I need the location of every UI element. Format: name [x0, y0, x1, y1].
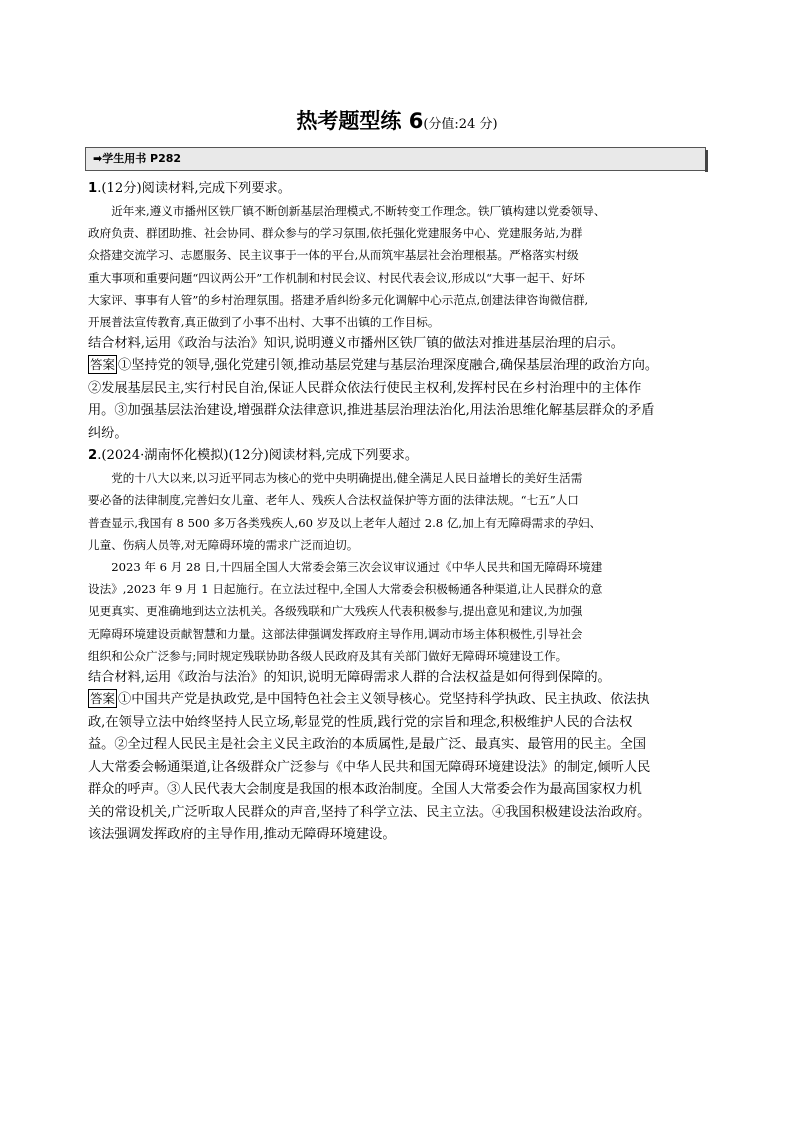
- questions: [88, 178, 708, 847]
- answer-line: 答案 ①坚持党的领导,强化党建引领,推动基层党建与基层治理深度融合,确保基层治理的政治方向。: [90, 357, 659, 374]
- page-title: [0, 106, 794, 140]
- material-line: 众搭建交流学习、志愿服务、民主议事于一体的平台,从而筑牢基层社会治理根基。严格落实村级: [88, 248, 579, 263]
- question-1-material: [88, 200, 708, 333]
- answer-line: 答案 ①中国共产党是执政党,是中国特色社会主义领导核心。党坚持科学执政、民主执政、依法执: [90, 691, 650, 708]
- answer-line: 纠纷。: [88, 425, 128, 441]
- material-line: 党的十八大以来,以习近平同志为核心的党中央明确提出,健全满足人民日益增长的美好生活需: [111, 471, 583, 486]
- material-line: 重大事项和重要问题“四议两公开”工作机制和村民会议、村民代表会议,形成以“大事一起干、好坏: [88, 270, 585, 285]
- material-line: 近年来,遵义市播州区铁厂镇不断创新基层治理模式,不断转变工作理念。铁厂镇构建以党委领导、: [111, 204, 606, 218]
- question-2-number: 2: [88, 448, 98, 464]
- question-1-heading: 1.(12分)阅读材料,完成下列要求。: [88, 181, 291, 196]
- material-line: 组织和公众广泛参与;同时规定残联协助各级人民政府及其有关部门做好无障碍环境建设工作。: [88, 648, 568, 663]
- material-line: 2023 年 6 月 28 日,十四届全国人大常委会第三次会议审议通过《中华人民共和国无障碍环境建: [111, 560, 603, 575]
- question-1-number: 1: [88, 181, 98, 196]
- question-2-heading: 2.(2024·湖南怀化模拟)(12分)阅读材料,完成下列要求。: [88, 448, 419, 464]
- answer-line: 关的常设机关,广泛听取人民群众的声音,坚持了科学立法、民主立法。④我国积极建设法治政府。: [88, 804, 651, 820]
- answer-line: 群众的呼声。③人民代表大会制度是我国的根本政治制度。全国人大常委会作为最高国家权力机: [88, 782, 642, 798]
- arrow-icon: ➡: [93, 152, 103, 165]
- material-line: 见更真实、更准确地到达立法机关。各级残联和广大残疾人代表积极参与,提出意见和建议,为加强: [88, 604, 583, 619]
- material-line: 要必备的法律制度,完善妇女儿童、老年人、残疾人合法权益保护等方面的法律法规。“七五”人口: [88, 493, 579, 508]
- material-line: 普查显示,我国有 8 500 多万各类残疾人,60 岁及以上老年人超过 2.8 亿,加上有无障碍需求的孕妇、: [88, 515, 602, 530]
- material-line: 大家评、事事有人管”的乡村治理氛围。搭建矛盾纠纷多元化调解中心示范点,创建法律咨询微信群,: [88, 292, 589, 307]
- material-line: 政府负责、群团助推、社会协同、群众参与的学习氛围,依托强化党建服务中心、党建服务站,为群: [88, 226, 583, 241]
- answer-line: 用。③加强基层法治建设,增强群众法律意识,推进基层治理法治化,用法治思维化解基层群众的矛盾: [88, 403, 655, 419]
- answer-line: 益。②全过程人民民主是社会主义民主政治的本质属性,是最广泛、最真实、最管用的民主。全国: [88, 737, 647, 753]
- question-2-material: [88, 467, 708, 667]
- answer-line: 人大常委会畅通渠道,让各级群众广泛参与《中华人民共和国无障碍环境建设法》的制定,倾听人民: [88, 759, 651, 775]
- material-line: 开展普法宣传教育,真正做到了小事不出村、大事不出镇的工作目标。: [88, 315, 440, 330]
- banner-text: 学生用书 P282: [102, 152, 182, 165]
- answer-line: 政,在领导立法中始终坚持人民立场,彰显党的性质,践行党的宗旨和理念,积极维护人民的合法权: [88, 714, 633, 730]
- answer-tag: 答案: [90, 691, 116, 707]
- title-score: (分值:24 分): [423, 117, 498, 132]
- student-book-banner: [85, 147, 706, 171]
- question-1-answer: [88, 355, 708, 445]
- title-main: 热考题型练 6: [296, 109, 424, 133]
- question-2-prompt: 结合材料,运用《政治与法治》的知识,说明无障碍需求人群的合法权益是如何得到保障的。: [88, 670, 611, 686]
- material-line: 无障碍环境建设贡献智慧和力量。这部法律强调发挥政府主导作用,调动市场主体积极性,引导社会: [88, 626, 583, 641]
- material-line: 儿童、伤病人员等,对无障碍环境的需求广泛而迫切。: [88, 537, 359, 552]
- material-line: 设法》,2023 年 9 月 1 日起施行。在立法过程中,全国人大常委会积极畅通各种渠道,让人民群众的意: [88, 582, 603, 597]
- answer-line: 该法强调发挥政府的主导作用,推动无障碍环境建设。: [88, 827, 396, 843]
- answer-tag: 答案: [90, 357, 116, 373]
- question-2-answer: [88, 689, 708, 847]
- answer-line: ②发展基层民主,实行村民自治,保证人民群众依法行使民主权利,发挥村民在乡村治理中的主体作: [88, 380, 642, 396]
- question-1-prompt: 结合材料,运用《政治与法治》知识,说明遵义市播州区铁厂镇的做法对推进基层治理的启示。: [88, 336, 624, 352]
